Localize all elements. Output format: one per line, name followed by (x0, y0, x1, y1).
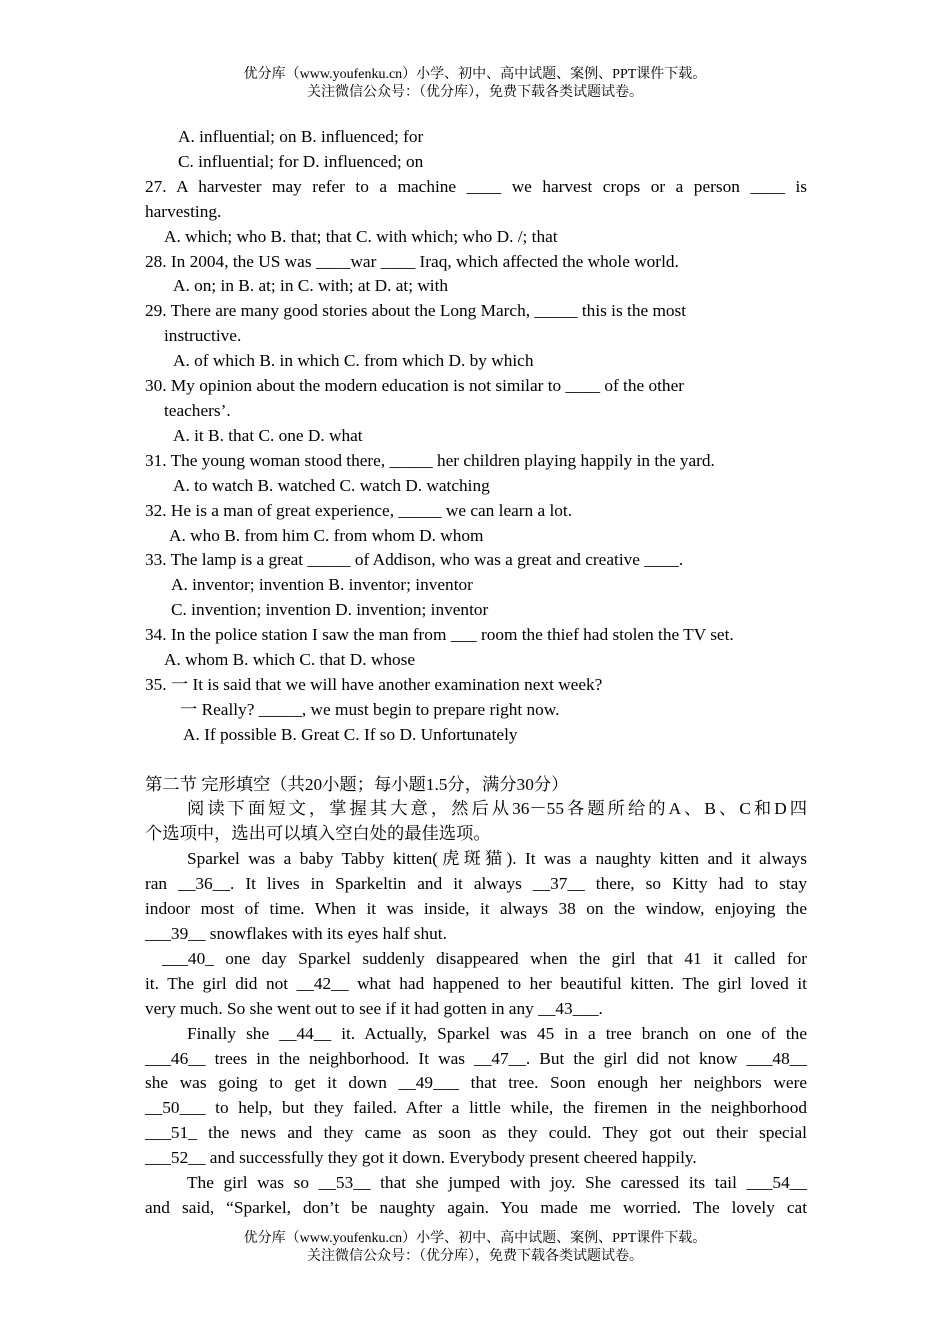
passage-line: Sparkel was a baby Tabby kitten(虎斑猫). It was a naughty kitten and it always (187, 849, 807, 869)
question-26 (145, 125, 807, 175)
q35-stem-1: 35. 一 It is said that we will have another examination next week? (145, 674, 603, 694)
q30-stem-1: 30. My opinion about the modern education is not similar to ____ of the other (145, 376, 684, 396)
q28-options: A. on; in B. at; in C. with; at D. at; with (173, 276, 449, 296)
passage-line: ___52__ and successfully they got it down. Everybody present cheered happily. (145, 1148, 697, 1168)
section-2-heading (145, 773, 807, 848)
q33-options-1: A. inventor; invention B. inventor; inventor (171, 575, 473, 595)
q31-options: A. to watch B. watched C. watch D. watching (173, 475, 490, 495)
section-2-title: 第二节 完形填空（共20小题；每小题1.5分，满分30分） (145, 774, 569, 794)
question-27 (145, 175, 807, 250)
q26-options-1: A. influential; on B. influenced; for (178, 127, 424, 146)
q29-stem-2: instructive. (164, 326, 242, 346)
q35-stem-2: 一 Really? _____, we must begin to prepare right now. (180, 699, 560, 719)
q27-stem-2: harvesting. (145, 201, 222, 221)
passage-line: ___51_ the news and they came as soon as they could. They got out their special (145, 1123, 807, 1143)
q33-options-2: C. invention; invention D. invention; inventor (171, 600, 489, 620)
question-31 (145, 449, 807, 499)
question-28 (145, 250, 807, 300)
passage-line: ___39__ snowflakes with its eyes half shut. (145, 923, 447, 943)
q35-options: A. If possible B. Great C. If so D. Unfortunately (183, 724, 518, 744)
page-header (0, 66, 950, 102)
passage-paragraph-3 (145, 1022, 807, 1171)
question-35 (145, 673, 807, 748)
q32-options: A. who B. from him C. from whom D. whom (169, 525, 484, 545)
passage-line: The girl was so __53__ that she jumped with joy. She caressed its tail ___54__ (187, 1173, 807, 1193)
question-34 (145, 623, 807, 673)
header-line-2: 关注微信公众号：（优分库），免费下载各类试题试卷。 (307, 85, 643, 100)
q29-options: A. of which B. in which C. from which D. by which (173, 351, 534, 371)
question-32 (145, 499, 807, 549)
question-33 (145, 548, 807, 623)
section-2-instructions-2: 个选项中，选出可以填入空白处的最佳选项。 (145, 824, 491, 844)
passage-line: she was going to get it down __49___ that tree. Soon enough her neighbors were (145, 1073, 807, 1093)
q33-stem: 33. The lamp is a great _____ of Addison, who was a great and creative ____. (145, 550, 684, 570)
footer-line-2: 关注微信公众号：（优分库），免费下载各类试题试卷。 (307, 1249, 643, 1264)
q26-options-2: C. influential; for D. influenced; on (178, 151, 424, 171)
header-line-1: 优分库（www.youfenku.cn）小学、初中、高中试题、案例、PPT课件下载。 (243, 67, 707, 82)
q29-stem-1: 29. There are many good stories about the Long March, _____ this is the most (145, 301, 687, 321)
q27-options: A. which; who B. that; that C. with which; who D. /; that (164, 226, 558, 246)
section-2-instructions-1: 阅读下面短文，掌握其大意，然后从36－55各题所给的A、B、C和D四 (187, 799, 807, 819)
passage-paragraph-4 (145, 1171, 807, 1221)
passage-line: ___40_ one day Sparkel suddenly disappeared when the girl that 41 it called for (162, 948, 807, 968)
page-footer (0, 1230, 950, 1266)
section-gap (145, 748, 807, 773)
document-body (145, 125, 807, 1221)
footer-line-1: 优分库（www.youfenku.cn）小学、初中、高中试题、案例、PPT课件下载。 (243, 1231, 707, 1246)
passage-line: Finally she __44__ it. Actually, Sparkel was 45 in a tree branch on one of the (187, 1023, 807, 1043)
q28-stem: 28. In 2004, the US was ____war ____ Iraq, which affected the whole world. (145, 251, 679, 271)
passage-paragraph-2 (145, 947, 807, 1022)
passage-line: very much. So she went out to see if it had gotten in any __43___. (145, 998, 603, 1018)
question-30 (145, 374, 807, 449)
passage-line: indoor most of time. When it was inside, it always 38 on the window, enjoying the (145, 899, 807, 919)
passage-line: it. The girl did not __42__ what had happened to her beautiful kitten. The girl loved it (145, 973, 807, 993)
q34-options: A. whom B. which C. that D. whose (164, 650, 416, 670)
question-29 (145, 299, 807, 374)
passage-line: __50___ to help, but they failed. After a little while, the firemen in the neighborhood (145, 1098, 807, 1118)
passage-line: ___46__ trees in the neighborhood. It was __47__. But the girl did not know ___48__ (145, 1048, 807, 1068)
q31-stem: 31. The young woman stood there, _____ her children playing happily in the yard. (145, 450, 715, 470)
passage-line: ran __36__. It lives in Sparkeltin and it always __37__ there, so Kitty had to stay (145, 874, 807, 894)
passage-line: and said, “Sparkel, don’t be naughty again. You made me worried. The lovely cat (145, 1197, 807, 1217)
q30-stem-2: teachers’. (164, 400, 231, 420)
q27-stem-1: 27. A harvester may refer to a machine ____ we harvest crops or a person ____ is (145, 176, 807, 196)
q30-options: A. it B. that C. one D. what (173, 425, 363, 445)
q32-stem: 32. He is a man of great experience, _____ we can learn a lot. (145, 500, 573, 520)
q34-stem: 34. In the police station I saw the man from ___ room the thief had stolen the TV set. (145, 625, 734, 645)
passage-paragraph-1 (145, 847, 807, 947)
